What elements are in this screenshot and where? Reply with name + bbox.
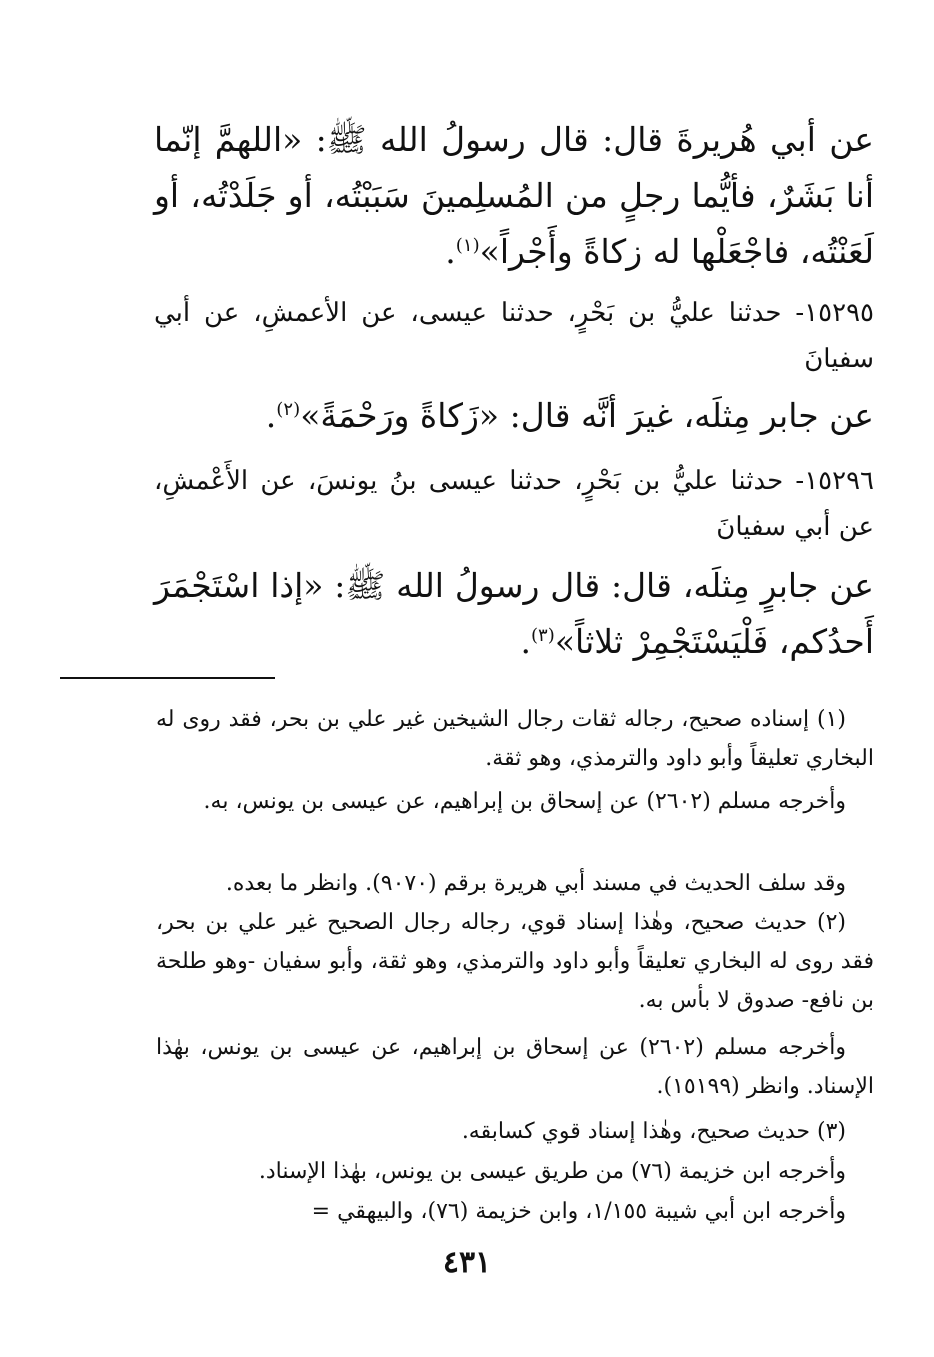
page-number: ٤٣١ [442, 1245, 492, 1280]
isnad-text: ١٥٢٩٥- حدثنا عليُّ بن بَحْرٍ، حدثنا عيسى، عن الأعمشِ، عن أبي سفيانَ [154, 298, 874, 374]
footnote-2-line: وأخرجه مسلم (٢٦٠٢) عن إسحاق بن إبراهيم، عن عيسى بن يونس، بهٰذا الإسناد. وانظر (١٥١٩٩). [156, 1035, 874, 1099]
footnote-reference: (٣) [530, 625, 555, 646]
footnote-3: (٣) حديث صحيح، وهٰذا إسناد قوي كسابقه. [461, 1119, 846, 1144]
isnad-text: ١٥٢٩٦- حدثنا عليُّ بن بَحْرٍ، حدثنا عيسى بنُ يونسَ، عن الأَعْمشِ، عن أبي سفيانَ [154, 466, 875, 542]
footnote-1-line: وقد سلف الحديث في مسند أبي هريرة برقم (٩٠٧٠). وانظر ما بعده. [225, 871, 846, 896]
footnote-2: (٢) حديث صحيح، وهٰذا إسناد قوي، رجاله رجال الصحيح غير علي بن بحر، فقد روى له البخاري تعليقاً وأبو داود والترمذي، وهو ثقة، وأبو سفيان -وهو طلحة بن نافع- صدوق لا بأس به. [156, 910, 874, 1013]
footnote-reference: (١) [455, 235, 480, 256]
footnote-1: (١) إسناده صحيح، رجاله ثقات رجال الشيخين غير علي بن بحر، فقد روى له البخاري تعليقاً وأبو داود والترمذي، وهو ثقة. [156, 707, 874, 771]
hadith-body: عن أبي هُريرةَ قال: قال رسولُ الله ﷺ: «اللهمَّ إنّما أنا بَشَرٌ، فأيُّما رجلٍ من المُسلِمينَ سَبَبْتُه، أو جَلَدْتُه، أو لَعَنْتُه، فاجْعَلْها له زكاةً وأَجْراً» [154, 120, 874, 271]
footnote-3-line: وأخرجه ابن أبي شيبة ١/١٥٥، وابن خزيمة (٧٦)، والبيهقي = [311, 1199, 846, 1224]
hadith-body: عن جابر مِثلَه، غيرَ أنَّه قال: «زَكاةً ورَحْمَةً» [300, 396, 874, 435]
footnote-reference: (٢) [276, 399, 301, 420]
footnote-1-line: وأخرجه مسلم (٢٦٠٢) عن إسحاق بن إبراهيم، عن عيسى بن يونس، به. [203, 789, 846, 814]
footnote-3-line: وأخرجه ابن خزيمة (٧٦) من طريق عيسى بن يونس، بهٰذا الإسناد. [258, 1159, 846, 1184]
hadith-text: عن جابر مِثلَه، غيرَ أنَّه قال: «زَكاةً ورَحْمَةً»$^{(٢)}$. [265, 396, 874, 435]
hadith-text: عن أبي هُريرةَ قال: قال رسولُ الله ﷺ: «اللهمَّ إنّما أنا بَشَرٌ، فأيُّما رجلٍ من المُسلِمينَ سَبَبْتُه، أو جَلَدْتُه، أو لَعَنْتُه، فاجْعَلْها له زكاةً وأَجْراً»$^{(١)}$. [154, 120, 874, 271]
hadith-text: عن جابرٍ مِثلَه، قال: قال رسولُ الله ﷺ: «إذا اسْتَجْمَرَ أَحدُكم، فَلْيَسْتَجْمِرْ ثلاثاً»$^{(٣)}$. [154, 566, 874, 661]
hadith-body: عن جابرٍ مِثلَه، قال: قال رسولُ الله ﷺ: «إذا اسْتَجْمَرَ أَحدُكم، فَلْيَسْتَجْمِرْ ثلاثاً» [154, 566, 874, 661]
footnote-separator [60, 677, 275, 679]
